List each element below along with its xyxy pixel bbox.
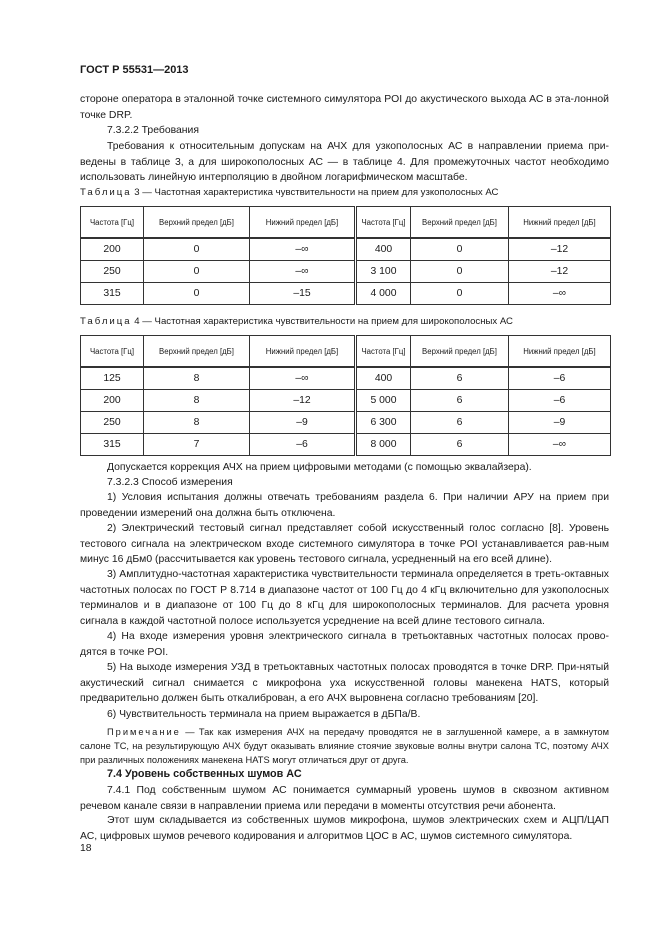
- subsection-7322-title: 7.3.2.2 Требования: [107, 125, 199, 136]
- table-cell: –∞: [250, 367, 356, 390]
- table-cell: 250: [81, 261, 144, 283]
- method-item-4: 4) На входе измерения уровня электрического сигнала в третьоктавных частотных полосах прово-дятся в точке POI.: [80, 631, 609, 658]
- method-item-5: 5) На выходе измерения УЗД в третьоктавных частотных полосах проводятся в точке DRP. При-нятый акустический сигнал снимается с микрофона уха искусственной головы манекена HATS, который предварительно должен быть откалиброван, а его АЧХ выровнена согласно требованиям [20].: [80, 662, 609, 705]
- table-cell: 0: [144, 283, 250, 305]
- note-label: Примечание: [107, 727, 181, 737]
- section-7-4-title: 7.4 Уровень собственных шумов АС: [107, 768, 302, 780]
- table-row: [81, 367, 611, 390]
- table-row: [81, 412, 611, 434]
- method-item-2: 2) Электрический тестовый сигнал представляет собой искусственный голос согласно [8]. Уровень тестового сигнала на электрическом входе системного симулятора в точке POI устанавливается рав-ным минус 16 дБм0 (рассчитывается как уровень тестового сигнала, усредненный на его всей длине).: [80, 523, 609, 566]
- table-cell: 3 100: [356, 261, 411, 283]
- method-item-3: 3) Амплитудно-частотная характеристика чувствительности терминала определяется в треть-октавных частотных полосах по ГОСТ Р 8.714 в диапазоне частот от 100 Гц до 4 кГц включительно для узкополосных терминалов и в диапазоне от 100 Гц до 8 кГц для широкополосных терминалов. Для расчета уровня сигнала в каждой частотной полосе используется усреднение на всей длине тестового сигнала.: [80, 569, 609, 627]
- table3-caption: [80, 187, 498, 198]
- noise-sources-paragraph: Этот шум складывается из собственных шумов микрофона, шумов электрических схем и АЦП/ЦАП АС, цифровых шумов речевого кодирования и алгоритмов ЦОС в АС, шумов системного симулятора.: [80, 815, 609, 842]
- table-cell: –9: [250, 412, 356, 434]
- continuation-paragraph: стороне оператора в эталонной точке системного симулятора POI до акустического выхода АС в эта-лонной точке DRP.: [80, 94, 609, 121]
- table-cell: –6: [509, 390, 611, 412]
- table-cell: –15: [250, 283, 356, 305]
- table4-caption-label: Таблица: [80, 316, 132, 327]
- table-cell: –∞: [509, 434, 611, 456]
- table-cell: 400: [356, 367, 411, 390]
- table-cell: –∞: [509, 283, 611, 305]
- table-cell: 8 000: [356, 434, 411, 456]
- table-row: [81, 261, 611, 283]
- table-cell: 125: [81, 367, 144, 390]
- header-cell: Частота [Гц]: [356, 336, 411, 368]
- table-cell: 6: [411, 367, 509, 390]
- table3: [80, 206, 611, 305]
- table-cell: 250: [81, 412, 144, 434]
- header-cell: Нижний предел [дБ]: [250, 207, 356, 239]
- table-cell: 5 000: [356, 390, 411, 412]
- document-header: ГОСТ Р 55531—2013: [80, 64, 189, 76]
- page-number: 18: [80, 843, 92, 854]
- table4: [80, 335, 611, 456]
- method-item-6: 6) Чувствительность терминала на прием выражается в дБПа/В.: [107, 709, 421, 720]
- correction-paragraph: Допускается коррекция АЧХ на прием цифровыми методами (с помощью эквалайзера).: [107, 462, 532, 473]
- header-cell: Нижний предел [дБ]: [250, 336, 356, 368]
- header-cell: Нижний предел [дБ]: [509, 207, 611, 239]
- table-cell: 315: [81, 283, 144, 305]
- table-cell: 0: [411, 261, 509, 283]
- table-cell: 0: [411, 283, 509, 305]
- table-cell: 4 000: [356, 283, 411, 305]
- table-cell: –∞: [250, 261, 356, 283]
- table-row: [81, 390, 611, 412]
- table-row: [81, 238, 611, 261]
- table-cell: 7: [144, 434, 250, 456]
- table-cell: –12: [250, 390, 356, 412]
- table-cell: 0: [411, 238, 509, 261]
- table4-caption-text: 4 — Частотная характеристика чувствительности на прием для широкополосных АС: [134, 316, 513, 327]
- table-cell: 0: [144, 261, 250, 283]
- header-cell: Верхний предел [дБ]: [144, 336, 250, 368]
- header-cell: Верхний предел [дБ]: [411, 336, 509, 368]
- table3-caption-label: Таблица: [80, 187, 132, 198]
- table-row: [81, 434, 611, 456]
- note-text: — Так как измерения АЧХ на передачу проводятся не в заглушенной камере, а в замкнутом салоне ТС, на результирующую АЧХ будут оказывать влияние стоячие звуковые волны внутри салона ТС, поэтому АЧХ при различных положениях манекена HATS могут отличаться друг от друга.: [80, 727, 609, 765]
- paragraph-7-4-1: 7.4.1 Под собственным шумом АС понимается суммарный уровень шумов в сквозном активном речевом канале связи в направлении приема или передачи в моменты отсутствия речи абонента.: [80, 785, 609, 812]
- header-cell: Нижний предел [дБ]: [509, 336, 611, 368]
- table-cell: 200: [81, 238, 144, 261]
- table-cell: 400: [356, 238, 411, 261]
- table-cell: 6: [411, 390, 509, 412]
- table-cell: 315: [81, 434, 144, 456]
- requirements-paragraph: Требования к относительным допускам на АЧХ для узкополосных АС в направлении приема при-ведены в таблице 3, а для широкополосных АС — в таблице 4. Для промежуточных частот необходимо использовать линейную интерполяцию в двойном логарифмическом масштабе.: [80, 141, 609, 184]
- header-cell: Частота [Гц]: [81, 336, 144, 368]
- table4-caption: [80, 316, 513, 327]
- table-header-row: [81, 207, 611, 239]
- table-cell: 8: [144, 390, 250, 412]
- table-cell: 6: [411, 412, 509, 434]
- header-cell: Верхний предел [дБ]: [144, 207, 250, 239]
- table-cell: –6: [509, 367, 611, 390]
- table-cell: 6: [411, 434, 509, 456]
- note-paragraph: [80, 725, 609, 767]
- table-cell: 200: [81, 390, 144, 412]
- table-header-row: [81, 336, 611, 368]
- table-cell: –12: [509, 261, 611, 283]
- table-cell: 8: [144, 412, 250, 434]
- table3-caption-text: 3 — Частотная характеристика чувствительности на прием для узкополосных АС: [134, 187, 499, 198]
- table-cell: –∞: [250, 238, 356, 261]
- table-cell: 6 300: [356, 412, 411, 434]
- header-cell: Частота [Гц]: [356, 207, 411, 239]
- header-cell: Частота [Гц]: [81, 207, 144, 239]
- table-cell: 8: [144, 367, 250, 390]
- table-row: [81, 283, 611, 305]
- header-cell: Верхний предел [дБ]: [411, 207, 509, 239]
- table-cell: 0: [144, 238, 250, 261]
- table-cell: –6: [250, 434, 356, 456]
- table-cell: –12: [509, 238, 611, 261]
- method-item-1: 1) Условия испытания должны отвечать требованиям раздела 6. При наличии АРУ на прием при проведении измерений она должна быть отключена.: [80, 492, 609, 519]
- subsection-7323-title: 7.3.2.3 Способ измерения: [107, 477, 233, 488]
- table-cell: –9: [509, 412, 611, 434]
